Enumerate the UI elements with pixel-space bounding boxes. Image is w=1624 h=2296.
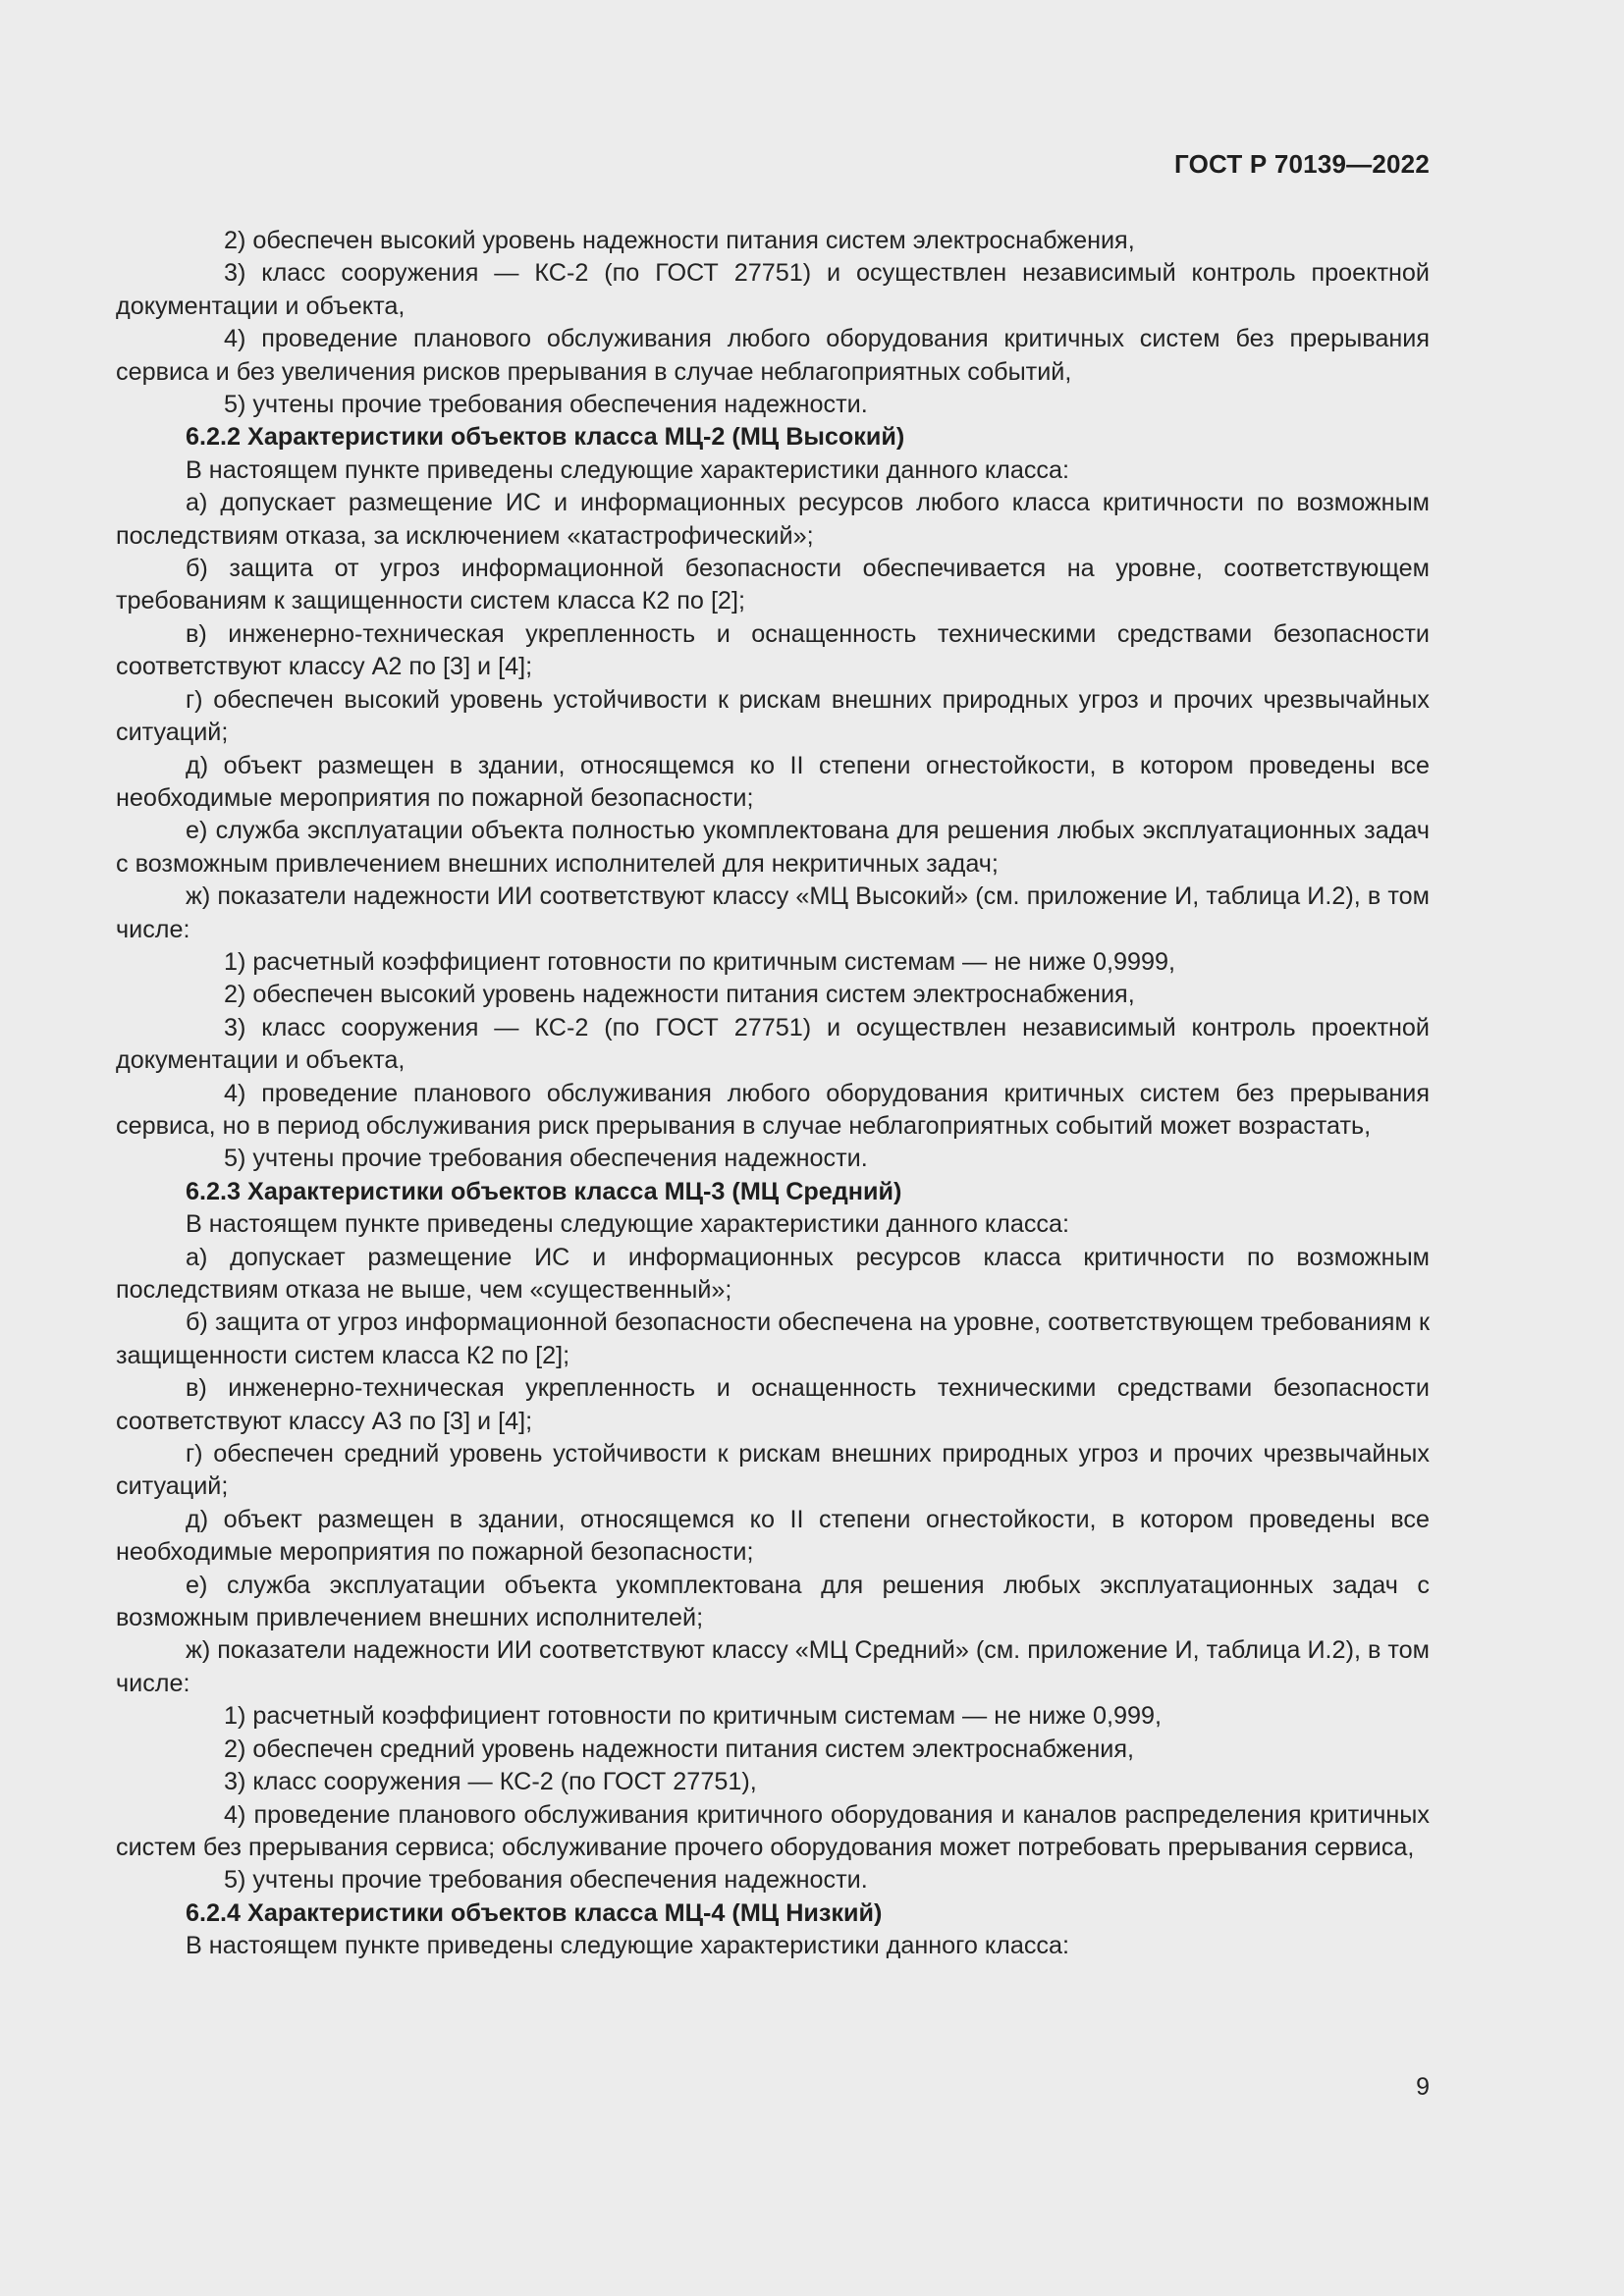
paragraph: 5) учтены прочие требования обеспечения надежности. — [224, 391, 868, 419]
paragraph: д) объект размещен в здании, относящемся ко II степени огнестойкости, в котором проведены все необходимые мероприятия по пожарной безопасности; — [116, 751, 1430, 812]
paragraph: 3) класс сооружения — КС-2 (по ГОСТ 27751) и осуществлен независимый контроль проектной документации и объекта, — [116, 259, 1430, 320]
paragraph: д) объект размещен в здании, относящемся ко II степени огнестойкости, в котором проведены все необходимые мероприятия по пожарной безопасности; — [116, 1505, 1430, 1567]
paragraph: 2) обеспечен средний уровень надежности питания систем электроснабжения, — [224, 1735, 1134, 1763]
paragraph: В настоящем пункте приведены следующие характеристики данного класса: — [186, 455, 1070, 484]
paragraph: в) инженерно-техническая укрепленность и оснащенность техническими средствами безопасности соответствуют классу А3 по [3] и [4]; — [116, 1374, 1430, 1435]
paragraph: 4) проведение планового обслуживания критичного оборудования и каналов распределения критичных систем без прерывания сервиса; обслуживание прочего оборудования может потребовать прерывания сервиса, — [116, 1800, 1430, 1861]
paragraph: 4) проведение планового обслуживания любого оборудования критичных систем без прерывания сервиса, но в период обслуживания риск прерывания в случае неблагоприятных событий может возрастать, — [116, 1079, 1430, 1140]
section-heading: 6.2.2 Характеристики объектов класса МЦ-2 (МЦ Высокий) — [186, 423, 905, 452]
paragraph: В настоящем пункте приведены следующие характеристики данного класса: — [186, 1932, 1070, 1960]
paragraph: а) допускает размещение ИС и информационных ресурсов любого класса критичности по возможным последствиям отказа, за исключением «катастрофический»; — [116, 489, 1430, 550]
section-heading: 6.2.3 Характеристики объектов класса МЦ-3 (МЦ Средний) — [186, 1177, 902, 1205]
paragraph: 1) расчетный коэффициент готовности по критичным системам — не ниже 0,9999, — [224, 947, 1176, 976]
paragraph: 3) класс сооружения — КС-2 (по ГОСТ 27751) и осуществлен независимый контроль проектной документации и объекта, — [116, 1013, 1430, 1075]
paragraph: 1) расчетный коэффициент готовности по критичным системам — не ниже 0,999, — [224, 1702, 1163, 1731]
paragraph: б) защита от угроз информационной безопасности обеспечивается на уровне, соответствующем требованиям к защищенности систем класса К2 по [2]; — [116, 555, 1430, 615]
paragraph: е) служба эксплуатации объекта полностью укомплектована для решения любых эксплуатационных задач с возможным привлечением внешних исполнителей для некритичных задач; — [116, 817, 1430, 878]
document-header-id: ГОСТ Р 70139—2022 — [1174, 149, 1430, 179]
paragraph: а) допускает размещение ИС и информационных ресурсов класса критичности по возможным последствиям отказа не выше, чем «существенный»; — [116, 1243, 1430, 1304]
section-heading: 6.2.4 Характеристики объектов класса МЦ-4 (МЦ Низкий) — [186, 1898, 883, 1927]
paragraph: В настоящем пункте приведены следующие характеристики данного класса: — [186, 1210, 1070, 1239]
paragraph: г) обеспечен высокий уровень устойчивости к рискам внешних природных угроз и прочих чрезвычайных ситуаций; — [116, 685, 1430, 747]
paragraph: в) инженерно-техническая укрепленность и оснащенность техническими средствами безопасности соответствуют классу А2 по [3] и [4]; — [116, 619, 1430, 681]
paragraph: 5) учтены прочие требования обеспечения надежности. — [224, 1866, 868, 1895]
paragraph: ж) показатели надежности ИИ соответствуют классу «МЦ Высокий» (см. приложение И, таблица И.2), в том числе: — [116, 882, 1430, 943]
paragraph: б) защита от угроз информационной безопасности обеспечена на уровне, соответствующем требованиям к защищенности систем класса К2 по [2]; — [116, 1308, 1430, 1369]
paragraph: г) обеспечен средний уровень устойчивости к рискам внешних природных угроз и прочих чрезвычайных ситуаций; — [116, 1440, 1430, 1501]
paragraph: 4) проведение планового обслуживания любого оборудования критичных систем без прерывания сервиса и без увеличения рисков прерывания в случае неблагоприятных событий, — [116, 325, 1430, 386]
paragraph: е) служба эксплуатации объекта укомплектована для решения любых эксплуатационных задач с возможным привлечением внешних исполнителей; — [116, 1571, 1430, 1632]
paragraph: 2) обеспечен высокий уровень надежности питания систем электроснабжения, — [224, 227, 1135, 254]
paragraph: ж) показатели надежности ИИ соответствуют классу «МЦ Средний» (см. приложение И, таблица И.2), в том числе: — [116, 1636, 1430, 1697]
paragraph: 2) обеспечен высокий уровень надежности питания систем электроснабжения, — [224, 981, 1135, 1009]
page-number: 9 — [1416, 2073, 1430, 2101]
paragraph: 5) учтены прочие требования обеспечения надежности. — [224, 1145, 868, 1173]
paragraph: 3) класс сооружения — КС-2 (по ГОСТ 27751), — [224, 1768, 757, 1796]
document-body — [116, 225, 1430, 1963]
